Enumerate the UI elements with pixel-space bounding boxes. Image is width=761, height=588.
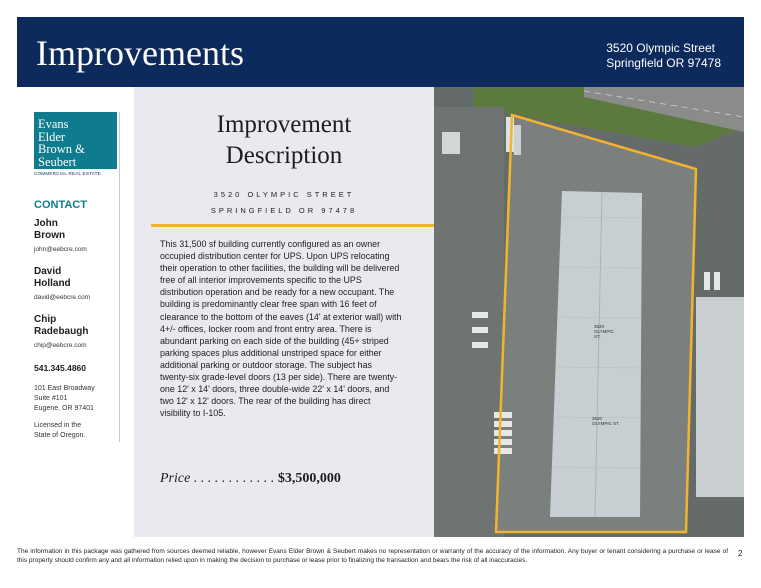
- price-value: $3,500,000: [277, 471, 341, 486]
- photo-label-line: OLYMPIC: [594, 329, 614, 334]
- improvement-description: This 31,500 sf building currently configured as an owner occupied distribution center for UPS. Upon UPS relocating their operation to other facilities, the building will be delivered free of all interior improvements specific to the UPS distribution operation and be ready for a new occupant. The building is predominantly clear free span with 16 feet of clearance to the bottom of the eaves (14' at exterior wall) with 4+/- offices, locker room and front entry area. There is abundant parking on each side of the building (45+ striped parking spaces plus additional unstriped space for either additional parking or outdoor storage. The subject has twenty-six grade-level doors (13 per side). There are twenty-one 12' x 14' doors, three double-wide 22' x 14' doors, and two 12' x 12' doors. The rear of the building has direct visibility to I-105.: [160, 239, 402, 419]
- office-address-line: Suite #101: [34, 395, 68, 402]
- agent-first-name: David: [34, 266, 62, 277]
- agent-last-name: Holland: [34, 278, 71, 289]
- agent-card: [34, 218, 124, 253]
- contact-sidebar: [17, 87, 134, 537]
- logo-line: Elder: [38, 129, 66, 144]
- agent-email-link[interactable]: chip@eebcre.com: [34, 342, 87, 349]
- logo-line: Evans: [38, 117, 69, 131]
- contact-heading: CONTACT: [34, 199, 87, 211]
- company-logo: [34, 112, 117, 169]
- section-title-line1: Improvement: [216, 111, 352, 138]
- page-header: [17, 17, 744, 87]
- header-address-line2: Springfield OR 97478: [606, 56, 721, 70]
- header-address: [606, 41, 721, 71]
- license-note: [34, 421, 85, 441]
- agent-email-link[interactable]: john@eebcre.com: [34, 246, 87, 253]
- section-title-line2: Description: [225, 142, 343, 169]
- logo-tagline: COMMERCIAL REAL ESTATE: [34, 171, 101, 176]
- agent-email-link[interactable]: david@eebcre.com: [34, 294, 91, 301]
- aerial-photo: [434, 87, 744, 537]
- disclaimer-text: The information in this package was gathered from sources deemed reliable, however Evans Elder Brown & Seubert makes no representation or warranty of the accuracy of the information. Any buyer or tenant considering a purchase or lease of this property should confirm any and all information relied upon in making the decision to purchase or lease prior to finalizing the transaction and bears the risk of all inaccuracies.: [17, 548, 728, 564]
- agent-card: [34, 314, 124, 349]
- property-address-line1: 3520 OLYMPIC STREET: [213, 190, 355, 199]
- office-address: [34, 384, 95, 414]
- photo-label-line: OLYMPIC ST.: [592, 421, 620, 426]
- property-address-line2: SPRINGFIELD OR 97478: [210, 206, 358, 215]
- agent-card: [34, 266, 124, 301]
- logo-line: Brown &: [38, 142, 85, 156]
- license-line: Licensed in the: [34, 422, 82, 429]
- aerial-photo-drawing: [434, 87, 744, 537]
- section-title: [134, 109, 434, 171]
- license-line: State of Oregon.: [34, 432, 86, 439]
- agent-first-name: Chip: [34, 314, 57, 325]
- agent-last-name: Brown: [34, 230, 66, 241]
- property-address: [134, 187, 434, 219]
- office-phone[interactable]: 541.345.4860: [34, 363, 86, 373]
- header-address-line1: 3520 Olympic Street: [606, 41, 715, 55]
- logo-line: Seubert: [38, 154, 77, 169]
- photo-label-line: 3520: [592, 416, 603, 421]
- agent-last-name: Radebaugh: [34, 326, 89, 337]
- page-number: 2: [738, 549, 743, 558]
- photo-label-line: ST.: [594, 334, 601, 339]
- price-leader-dots: . . . . . . . . . . . .: [190, 471, 278, 486]
- price-row: [160, 471, 404, 487]
- description-panel: [134, 87, 434, 537]
- office-address-line: Eugene, OR 97401: [34, 405, 94, 412]
- photo-label-line: 3520: [594, 324, 605, 329]
- page-title: Improvements: [36, 33, 244, 73]
- office-address-line: 101 East Broadway: [34, 385, 95, 392]
- agent-first-name: John: [34, 218, 58, 229]
- price-label: Price: [160, 471, 191, 486]
